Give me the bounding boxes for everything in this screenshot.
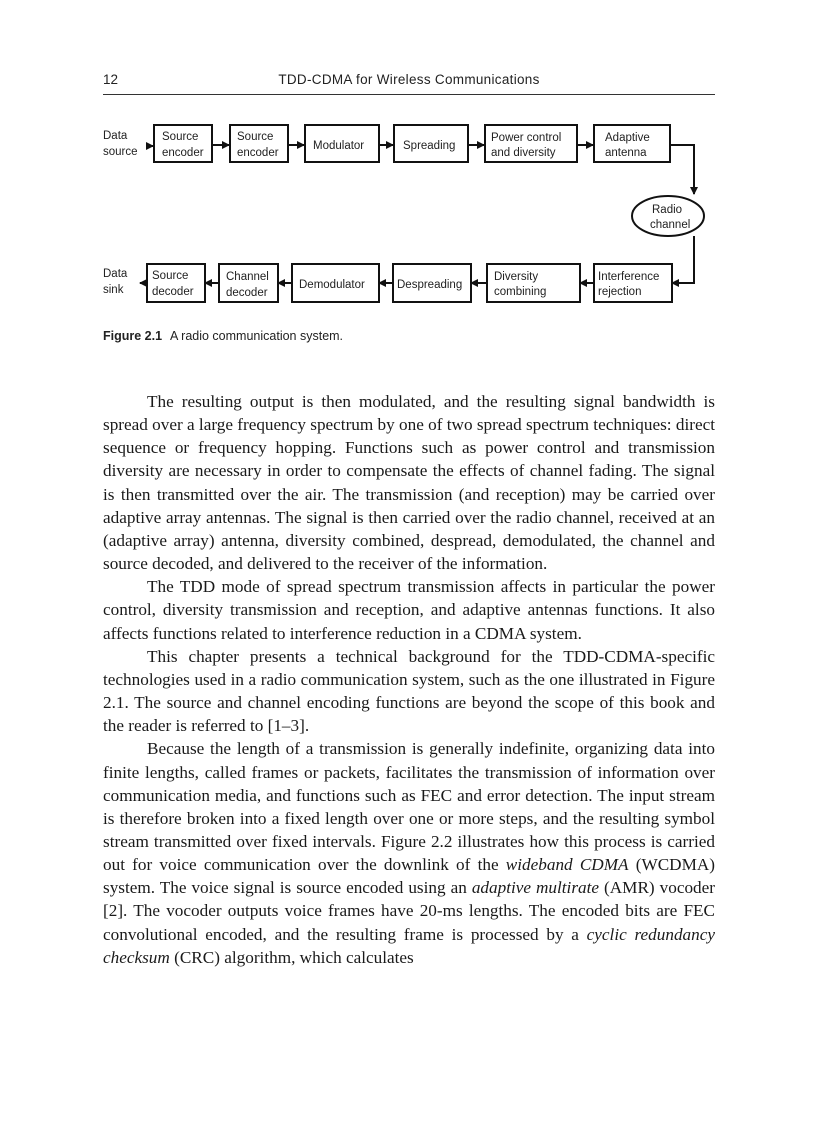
block-source-decoder-line1: Source: [152, 270, 189, 282]
figure-2-1: [100, 118, 720, 308]
paragraph-3: This chapter presents a technical background for the TDD-CDMA-specific technologies used in a radio communication system, such as the one illustrated in Figure 2.1. The source and channel encoding functions are beyond the scope of this book and the reader is referred to [1–3].: [103, 646, 715, 736]
block-power-control-line1: Power control: [491, 132, 562, 144]
block-channel-decoder-line1: Channel: [226, 271, 269, 283]
block-demodulator: [292, 264, 379, 302]
body-text: [103, 390, 715, 969]
block-demodulator-line1: Demodulator: [299, 279, 365, 291]
page-number: 12: [103, 72, 119, 87]
block-channel-decoder-line2: decoder: [226, 287, 268, 299]
data-sink-label-1: Data: [103, 268, 128, 280]
paragraph-4-text-4: (CRC) algorithm, which calculates: [169, 947, 414, 967]
block-interference-rejection: [594, 264, 672, 302]
block-despreading: [393, 264, 471, 302]
paragraph-4: [103, 737, 715, 969]
block-diagram: [100, 118, 720, 308]
block-channel-encoder-line2: encoder: [237, 147, 279, 159]
block-adaptive-antenna-line2: antenna: [605, 147, 647, 159]
block-source-encoder-line1: Source: [162, 131, 199, 143]
block-adaptive-antenna-line1: Adaptive: [605, 132, 650, 144]
block-source-decoder: [147, 264, 205, 302]
block-source-encoder: [154, 125, 212, 162]
term-adaptive-multirate: adaptive multirate: [471, 878, 600, 898]
data-source-label-2: source: [103, 146, 138, 158]
block-power-control-line2: and diversity: [491, 147, 556, 159]
radio-channel-line1: Radio: [652, 204, 683, 216]
radio-channel-line2: channel: [650, 219, 691, 231]
paragraph-4-text-2: (WCDMA) system. The voice signal is source encoded using an: [103, 855, 715, 898]
block-source-encoder-line2: encoder: [162, 147, 204, 159]
radio-channel: [632, 196, 704, 236]
header-rule: [103, 94, 715, 95]
block-spreading-line1: Spreading: [403, 140, 456, 152]
term-wideband-cdma: wideband CDMA: [505, 855, 629, 875]
block-modulator-line1: Modulator: [313, 140, 365, 152]
block-adaptive-antenna: [594, 125, 670, 162]
term-cyclic-redundancy-checksum: cyclic redundancy checksum: [103, 924, 715, 967]
block-diversity-combining-line1: Diversity: [494, 271, 539, 283]
block-diversity-combining-line2: combining: [494, 286, 547, 298]
paragraph-1: The resulting output is then modulated, and the resulting signal bandwidth is spread over a large frequency spectrum by one of two spread spectrum techniques: direct sequence or frequency hopping. Functions such as power control and transmission diversity are necessary in order to compensate the effects of channel fading. The signal is then transmitted over the air. The transmission (and reception) may be carried over adaptive array antennas. The signal is then carried over the radio channel, received at an (adaptive array) antenna, diversity combined, despread, demodulated, the channel and source decoded, and delivered to the receiver of the information.: [103, 392, 715, 574]
block-modulator: [305, 125, 379, 162]
block-channel-decoder: [219, 264, 278, 302]
block-channel-encoder: [230, 125, 288, 162]
block-source-decoder-line2: decoder: [152, 286, 194, 298]
paragraph-2: The TDD mode of spread spectrum transmission affects in particular the power control, diversity transmission and reception, and adaptive antennas functions. It also affects functions related to interference reduction in a CDMA system.: [103, 577, 715, 643]
paragraph-4-text-1: Because the length of a transmission is generally indefinite, organizing data into finite lengths, called frames or packets, facilitates the transmission of information over communication media, and functions such as FEC and error detection. The input stream is therefore broken into a fixed length over one or more steps, and the resulting symbol stream transmitted over fixed intervals. Figure 2.2 illustrates how this process is carried out for voice communication over the downlink of the: [103, 739, 715, 875]
data-source-label-1: Data: [103, 130, 128, 142]
block-interference-rejection-line2: rejection: [598, 286, 642, 298]
caption-text: A radio communication system.: [170, 329, 344, 343]
running-title: TDD-CDMA for Wireless Communications: [278, 72, 540, 87]
block-interference-rejection-line1: Interference: [598, 271, 660, 283]
running-header: [103, 70, 715, 90]
block-channel-encoder-line1: Source: [237, 131, 274, 143]
block-power-control: [485, 125, 577, 162]
figure-caption: [103, 329, 715, 343]
block-spreading: [394, 125, 468, 162]
data-sink-label-2: sink: [103, 284, 124, 296]
paragraph-4-text-3: (AMR) vocoder [2]. The vocoder outputs voice frames have 20-ms lengths. The encoded bits are FEC convolutional encoded, and the resulting frame is processed by a: [103, 878, 716, 944]
block-diversity-combining: [487, 264, 580, 302]
block-despreading-line1: Despreading: [397, 279, 463, 291]
caption-label: Figure 2.1: [103, 329, 163, 343]
